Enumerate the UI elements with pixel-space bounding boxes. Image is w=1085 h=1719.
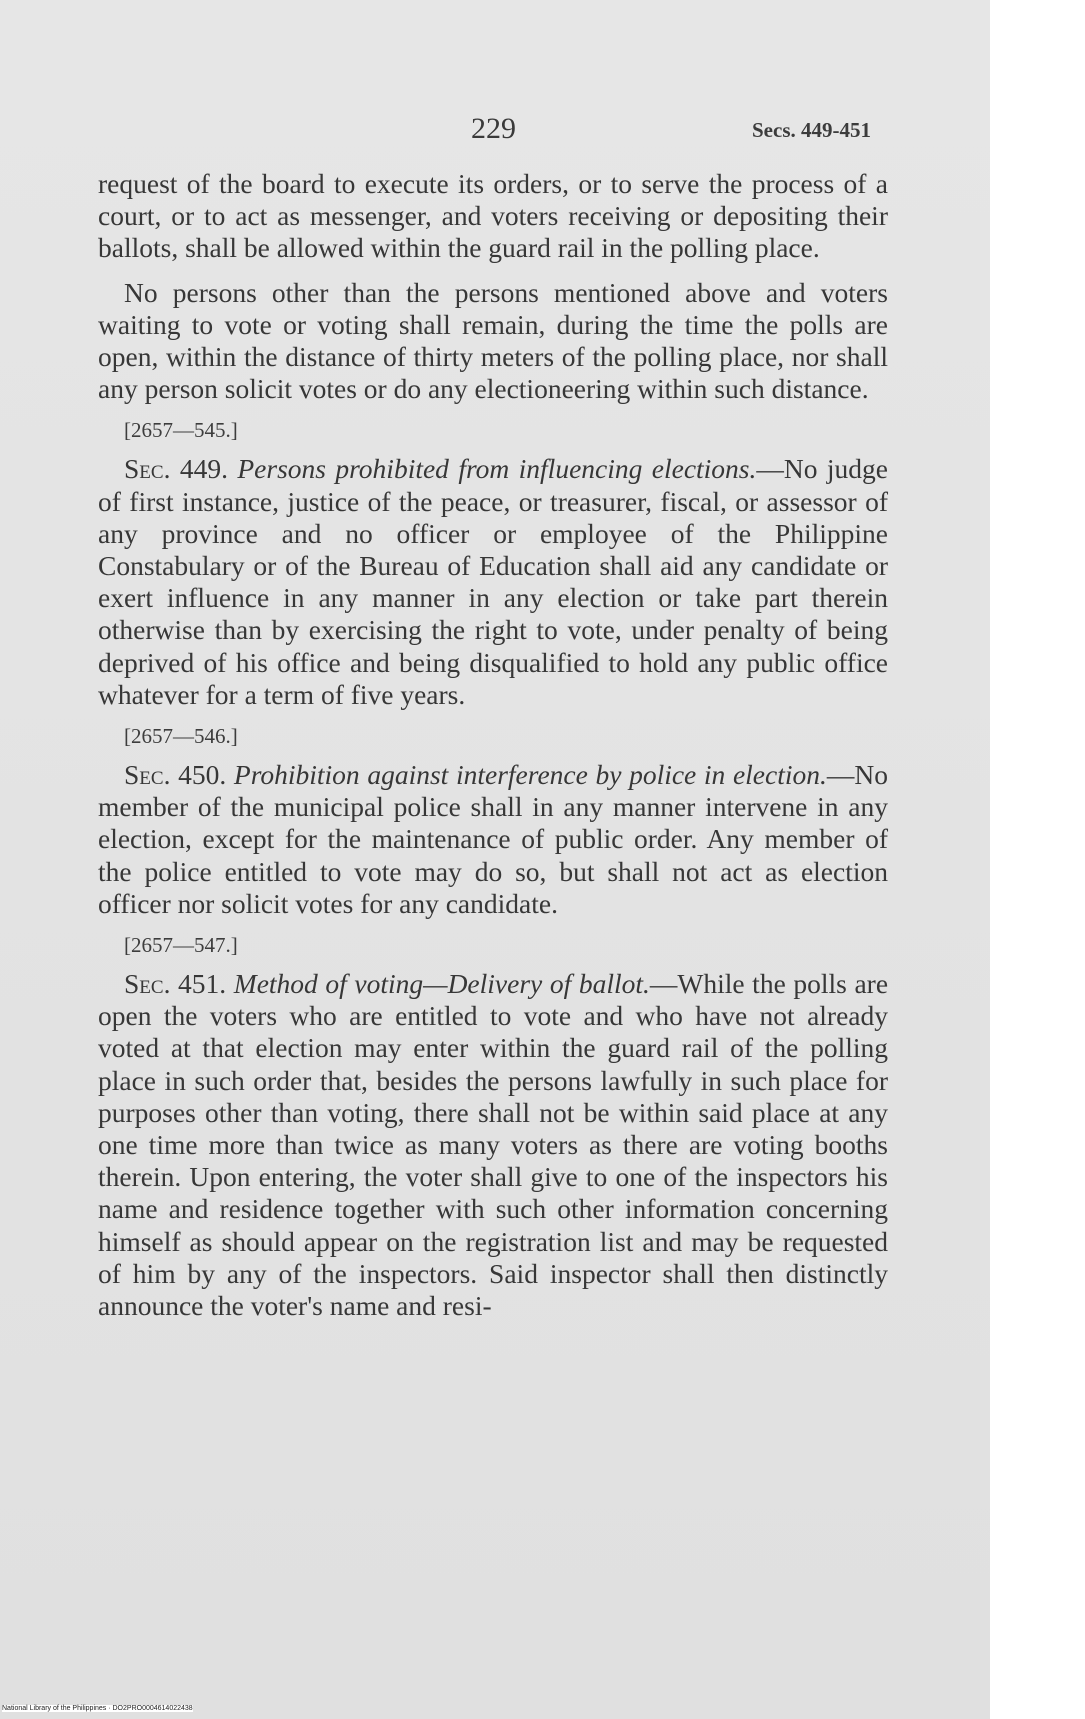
source-citation-449: [2657—545.]	[124, 418, 238, 443]
section-label: Sec. 451.	[124, 968, 227, 1000]
section-body: —No judge of first instance, justice of the peace, or treasurer, fiscal, or assessor of any province and no officer or employee of the Philippine Constabulary or of the Bureau of Education shall aid any candidate or exert influence in any manner in any election or take part therein otherwise than by exercising the right to vote, under penalty of being deprived of his office and being disqualified to hold any public office whatever for a term of five years.	[98, 453, 888, 710]
section-body: —While the polls are open the voters who are entitled to vote and who have not already voted at that election may enter within the guard rail of the polling place in such order that, besides the persons lawfully in such place for purposes other than voting, there shall not be within said place at any one time more than twice as many voters as there are voting booths therein. Upon entering, the voter shall give to one of the inspectors his name and residence together with such other information concerning himself as should appear on the registration list and may be requested of him by any of the inspectors. Said inspector shall then distinctly announce the voter's name and resi-	[98, 968, 889, 1322]
source-citation-451: [2657—547.]	[124, 933, 238, 958]
section-450	[98, 759, 888, 920]
section-label: Sec. 450.	[124, 759, 227, 791]
section-451	[98, 968, 888, 1322]
section-title: Method of voting—Delivery of ballot.	[233, 968, 650, 1000]
section-label: Sec. 449.	[124, 453, 228, 485]
page-header	[0, 112, 990, 152]
page-number: 229	[471, 112, 516, 145]
section-449	[98, 453, 888, 711]
section-body: —No member of the municipal police shall in any manner intervene in any election, except for the maintenance of public order. Any member of the police entitled to vote may do so, but shall not act as election officer nor solicit votes for any candidate.	[98, 759, 889, 919]
scan-credit: National Library of the Philippines · DO2PRO0004614022438	[2, 1705, 193, 1712]
paragraph-persons-near-polls: No persons other than the persons mentioned above and voters waiting to vote or voting shall remain, during the time the polls are open, within the distance of thirty meters of the polling place, nor shall any person solicit votes or do any electioneering within such distance.	[98, 276, 888, 405]
body-text	[98, 168, 888, 1334]
section-title: Persons prohibited from influencing elections.	[237, 453, 757, 485]
running-head: Secs. 449-451	[752, 118, 871, 142]
section-title: Prohibition against interference by police in election.	[233, 759, 827, 791]
paragraph-continued: request of the board to execute its orders, or to serve the process of a court, or to act as messenger, and voters receiving or depositing their ballots, shall be allowed within the guard rail in the polling place.	[98, 168, 888, 264]
source-citation-450: [2657—546.]	[124, 724, 238, 749]
